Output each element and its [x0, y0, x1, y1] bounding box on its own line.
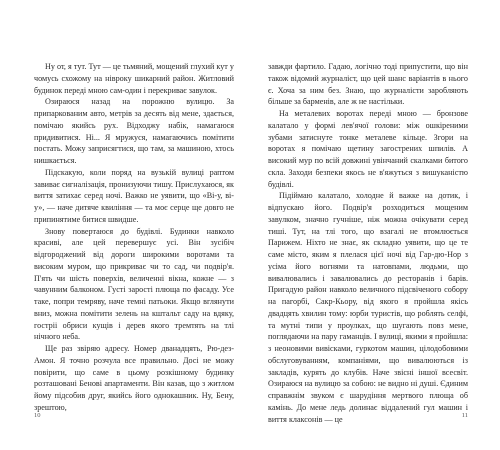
left-page	[34, 61, 234, 414]
paragraph: Озираюся назад на порожню вулицю. За припаркованим авто, метрів за десять від мене, здається, помічаю якийсь рух. Відходжу набік, намагаюся придивитися. Ні... Я мружуся, намагаючись помітити постать. Можу заприсягтися, що там, за машиною, хтось нишкається.	[34, 97, 234, 165]
paragraph: Ще раз звіряю адресу. Номер дванадцять, Рю-дез-Амон. Я точно розчула все правильно. Досі не можу повірити, що саме в цьому розкішному будинку розташовані Бенові апартаменти. Він казав, що з житлом йому підсобив друг, якийсь його однокашник. Ну, Бену, зрештою,	[34, 344, 234, 412]
paragraph: Знову повертаюся до будівлі. Будинки навколо красиві, але цей перевершує усі. Він зусібіч відгороджений від дороги широкими воротами та високим муром, що прикриває чи то сад, чи подвір'я. П'ять чи шість поверхів, величенні вікна, кожне — з чавунним балконом. Густі заростi плюща по фасаду. Усе таке, попри темряву, наче темні патьоки. Якщо вглянути вниз, можна помітити зелень на кштальт саду на вдяку, гостріі обриси кущів і дерев якого тремтять на тлі нічного неба.	[34, 226, 234, 342]
paragraph: Ну от, я тут. Тут — це тьмяний, мощений глухий кут у чомусь схожому на ніврокy шикарний район. Житловий будинок переді мною сам-один і перекриває завулок.	[34, 62, 234, 95]
paragraph: На металевих воротах переді мною — бронзове калатало у формі лев'ячої голови: між ошкіреними зубами затиснуте тонке металеве кільце. Згори на воротах я помічаю щетину загострених шпилів. А високий мур по всій довжині увінчаний скалками битого скла. Заходи безпеки якось не в'яжуться з вишуканістю будівлі.	[268, 109, 468, 189]
paragraph: Підскакую, коли поряд на вузькій вулиці раптом завиває сигналізація, пронизуючи тишу. Прислухаюся, як виття затихає серед ночі. Важко не уявити, що «Ві-у, ві-у», — наче дитяче квиління — та моє серце ще довго не припинятиме битися швидше.	[34, 167, 234, 224]
right-page	[268, 61, 468, 425]
page-number-right: 11	[461, 412, 468, 419]
page-number-left: 10	[34, 412, 41, 419]
paragraph: завжди фартило. Гадаю, логічно тоді припустити, що він також відомий журналіст, що цей шанс варіантів в нього є. Хоча за ним без. Знаю, що журналісти заробляють більше за барменів, але ж не настільки.	[268, 62, 468, 107]
paragraph: Підіймаю калатало, холодне й важке на дотик, і відпускаю його. Подвір'я розходиться мощеним завулком, значно гучніше, ніж можна очікувати серед тиші. Тут, на тлі того, що взагалі не втомлюється Парижем. Ніхто не знає, як складно уявити, що це те саме місто, яким я плелася цієї ночі від Гар-дю-Нор з усіма його вогнями та натовпами, людьми, що вивалювались і завалювались до ресторанів і барів. Пригадую район навколо величного підсвіченого собору на пагорбі, Сакр-Кьору, від якого я пройшла якісь двадцять хвилин тому: юрби туристів, що роблять селфі, та мутні типи у проулках, що шугають повз мене, поглядаючи на пару гаманців. І вулиці, якими я пройшла: з неоновими вивісками, гуркотом машин, цілодобовими обслуговуванням, компаніями, що вивалюються із закладів, курять до клубів. Наче звісні іншої всесвіт. Озираюся на вулицю за собою: не видно ні душі. Єдиним справжнім звуком є шарудіння мертвого плюща об камінь. До мене ледь долинає віддалений гул машин і виття клаксонів — це	[268, 191, 468, 424]
